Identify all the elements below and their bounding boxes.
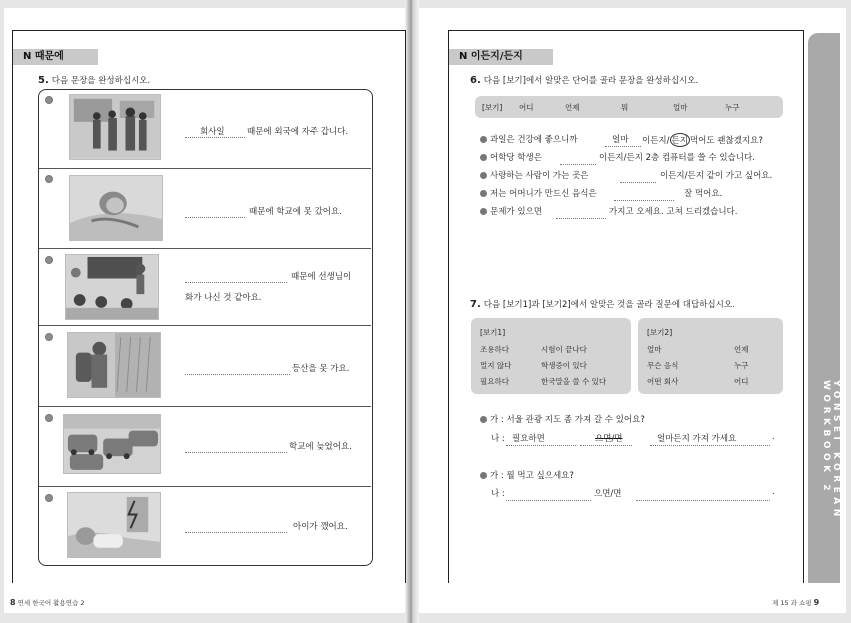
- left-frame-rule: [12, 30, 13, 583]
- item-bullet: [45, 175, 53, 183]
- struck-grammar: 으면/면: [595, 434, 623, 444]
- dialog-question-text: 가 : 뭘 먹고 싶으세요?: [490, 471, 574, 481]
- folio-label-left: 연세 한국어 활용연습 2: [17, 599, 85, 607]
- answer-blank[interactable]: [620, 182, 656, 183]
- item-dot: [480, 190, 487, 197]
- answer-blank[interactable]: [506, 500, 591, 501]
- illustration-traffic-jam: [63, 414, 161, 474]
- item-dot: [480, 172, 487, 179]
- illustration-hiker-rain: [67, 332, 161, 398]
- answer-blank[interactable]: [560, 164, 596, 165]
- q7-number: 7.: [470, 299, 481, 310]
- page-number-left: 8: [10, 598, 16, 607]
- row-divider: [39, 486, 371, 487]
- word-bank-label: [보기1]: [480, 328, 506, 337]
- word-bank-item: 시험이 끝나다: [541, 345, 587, 354]
- illustration-sick-woman: [69, 175, 163, 241]
- word-bank-item: 어떤 회사: [647, 377, 679, 386]
- dialog-2-question: [480, 469, 574, 481]
- answer-blank[interactable]: [506, 445, 576, 446]
- sentence-text: 때문에 학교에 못 갔어요.: [249, 207, 342, 217]
- item-dot: [480, 154, 487, 161]
- circled-answer: 든지: [670, 133, 690, 147]
- answer-blank[interactable]: [580, 445, 632, 446]
- dialog-2-answer-label: 나 :: [491, 489, 505, 499]
- answer-blank[interactable]: [650, 445, 770, 446]
- item-dot: [480, 208, 487, 215]
- word-bank-label: [보기2]: [647, 328, 673, 337]
- dialog-1-answer-label: 나 :: [491, 434, 505, 444]
- dialog-question-text: 가 : 서울 관광 지도 좀 가져 갈 수 있어요?: [490, 415, 645, 425]
- line-post: 잘 먹어요.: [684, 189, 723, 199]
- sentence-text: 아이가 깼어요.: [293, 522, 348, 532]
- item-bullet: [45, 333, 53, 341]
- side-series-title: YONSEI KOREAN WORKBOOK 2: [821, 380, 841, 521]
- row-divider: [39, 168, 371, 169]
- word-bank-item: 조용하다: [480, 345, 509, 354]
- answer-blank[interactable]: [185, 452, 287, 453]
- word-bank-item: 누구: [734, 361, 749, 370]
- q6-line-1-rest: [642, 133, 763, 147]
- word-bank-item: 언제: [734, 345, 749, 354]
- line-pre: 과일은 건강에 좋으니까: [490, 135, 578, 145]
- line-post: 먹어도 괜찮겠지요?: [689, 136, 763, 146]
- q5-card: [38, 89, 373, 566]
- sentence-text: 때문에 선생님이: [291, 272, 352, 282]
- q6-line-5: [480, 205, 542, 217]
- line-post: 가지고 오세요. 고쳐 드리겠습니다.: [609, 207, 738, 217]
- sentence-end: .: [772, 487, 775, 497]
- answer-blank[interactable]: [185, 137, 245, 138]
- book-gutter: [405, 0, 419, 623]
- item-dot: [480, 136, 487, 143]
- line-post: 이든지/든지 2층 컴퓨터를 쓸 수 있습니다.: [599, 153, 755, 163]
- item-dot: [480, 416, 487, 423]
- filled-answer: 필요하면: [512, 434, 545, 444]
- word-bank-item: 학생증이 있다: [541, 361, 587, 370]
- q6-line-4: [480, 187, 597, 199]
- line-pre: 어학당 학생은: [490, 153, 542, 163]
- q6-instruction: 다음 [보기]에서 알맞은 단어를 골라 문장을 완성하십시오.: [483, 76, 699, 86]
- section-tab-left: N 때문에: [13, 49, 98, 65]
- item-dot: [480, 472, 487, 479]
- answer-blank[interactable]: [556, 218, 606, 219]
- filled-answer: 얼마든지 가져 가세요: [657, 434, 737, 444]
- item-bullet: [45, 256, 53, 264]
- filled-answer: 얼마: [612, 135, 629, 145]
- word-bank-item: 어디: [519, 103, 534, 112]
- illustration-baby-thunder: [67, 492, 161, 558]
- illustration-classroom: [65, 254, 159, 320]
- word-bank-item: 누구: [725, 103, 740, 112]
- word-bank-item: 언제: [565, 103, 580, 112]
- sentence-end: .: [772, 432, 775, 442]
- word-bank-item: 필요하다: [480, 377, 509, 386]
- item-bullet: [45, 414, 53, 422]
- word-bank-item: 멀지 않다: [480, 361, 512, 370]
- line-mid: 이든지/: [642, 136, 670, 146]
- word-bank-item: 무슨 음식: [647, 361, 679, 370]
- q6-word-bank: [475, 96, 783, 118]
- word-bank-item: 뭐: [621, 103, 629, 112]
- word-bank-item: 어디: [734, 377, 749, 386]
- line-pre: 저는 어머니가 만드신 음식은: [490, 189, 597, 199]
- word-bank-item: 얼마: [673, 103, 688, 112]
- right-folio: [772, 598, 819, 607]
- sentence-text: 학교에 늦었어요.: [289, 442, 352, 452]
- line-post: 이든지/든지 같이 가고 싶어요.: [660, 171, 773, 181]
- item-bullet: [45, 494, 53, 502]
- line-pre: 문제가 있으면: [490, 207, 542, 217]
- q6-line-1: [480, 133, 578, 145]
- q7-title: [470, 298, 735, 310]
- q7-word-bank-1: [471, 318, 631, 394]
- page-number-right: 9: [813, 598, 820, 607]
- q5-instruction: 다음 문장을 완성하십시오.: [51, 76, 151, 86]
- q5-number: 5.: [38, 75, 49, 86]
- filled-answer: 회사일: [200, 127, 225, 137]
- word-bank-item: 얼마: [647, 345, 662, 354]
- folio-label-right: 제 15 과 쇼핑: [772, 599, 812, 607]
- q6-title: [470, 74, 698, 86]
- row-divider: [39, 406, 371, 407]
- q5-title: [38, 74, 150, 86]
- q6-line-3: [480, 169, 588, 181]
- answer-blank[interactable]: [636, 500, 770, 501]
- q7-instruction: 다음 [보기1]과 [보기2]에서 알맞은 것을 골라 질문에 대답하십시오.: [483, 300, 735, 310]
- q6-line-2: [480, 151, 542, 163]
- answer-blank[interactable]: [185, 282, 287, 283]
- word-bank-item: 한국말을 쓸 수 있다: [541, 377, 607, 386]
- section-tab-right: N 이든지/든지: [449, 49, 553, 65]
- row-divider: [39, 248, 371, 249]
- sentence-text: 등산을 못 가요.: [292, 364, 350, 374]
- word-bank-label: [보기]: [482, 103, 503, 112]
- answer-blank[interactable]: [614, 200, 674, 201]
- q7-word-bank-2: [638, 318, 783, 394]
- answer-blank[interactable]: [185, 532, 287, 533]
- line-pre: 사랑하는 사람이 가는 곳은: [490, 171, 589, 181]
- answer-blank[interactable]: [605, 146, 641, 147]
- sentence-text-cont: 화가 나신 것 같아요.: [185, 293, 262, 303]
- dialog-1-question: [480, 413, 645, 425]
- left-folio: [10, 598, 85, 607]
- row-divider: [39, 325, 371, 326]
- answer-blank[interactable]: [185, 217, 245, 218]
- q6-number: 6.: [470, 75, 481, 86]
- answer-blank[interactable]: [185, 374, 290, 375]
- grammar-hint: 으면/면: [594, 489, 622, 499]
- sentence-text: 때문에 외국에 자주 갑니다.: [247, 127, 349, 137]
- illustration-office-workers: [69, 94, 161, 160]
- item-bullet: [45, 96, 53, 104]
